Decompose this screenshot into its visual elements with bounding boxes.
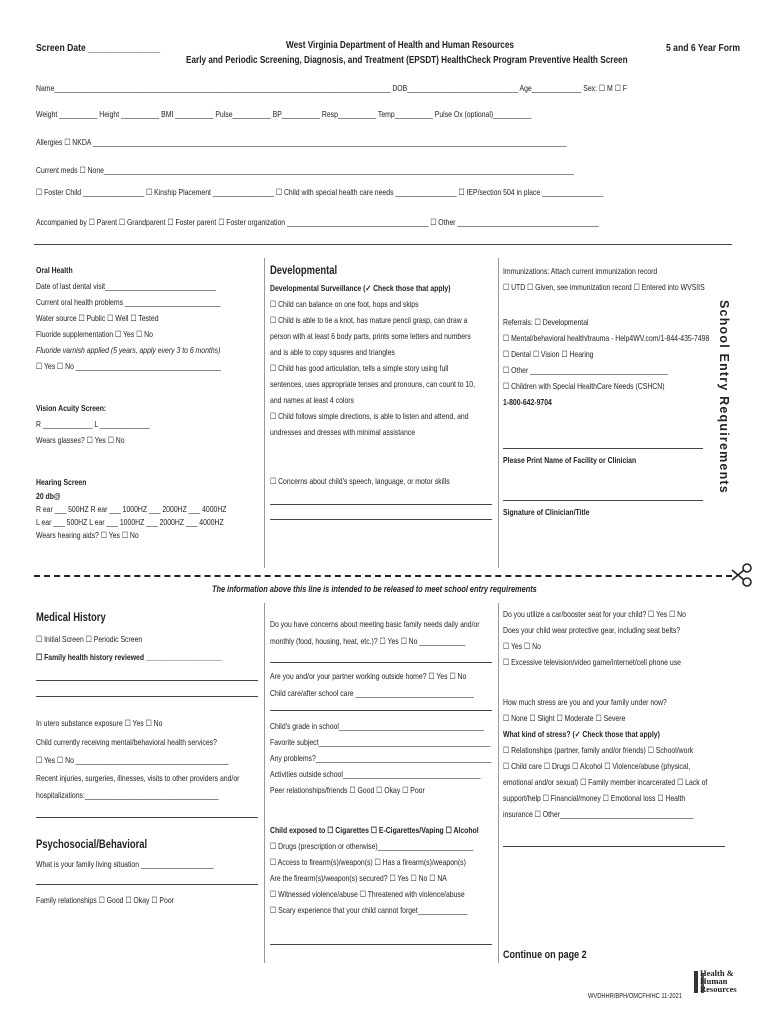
section-divider <box>34 244 732 245</box>
oral-problems[interactable]: Current oral health problems _________________________ <box>36 297 221 307</box>
stress-emotional[interactable]: emotional and/or sexual) ☐ Family member incarcerated ☐ Lack of <box>503 777 708 787</box>
dev-concerns-line-2[interactable] <box>270 519 492 520</box>
signature-label: Signature of Clinician/Title <box>503 507 590 517</box>
dev-item-articulation-3: and names at least 4 colors <box>270 395 354 405</box>
scary-experience[interactable]: ☐ Scary experience that your child cannot forget_____________ <box>270 905 468 915</box>
basic-needs-line[interactable] <box>270 662 492 663</box>
column-divider-3 <box>264 603 265 963</box>
excessive-screen-use[interactable]: ☐ Excessive television/video game/internet/cell phone use <box>503 657 681 667</box>
screen-type[interactable]: ☐ Initial Screen ☐ Periodic Screen <box>36 634 143 644</box>
living-situation-line[interactable] <box>36 884 258 885</box>
release-note: The information above this line is intended to be released to meet school entry requirements <box>212 584 537 594</box>
dev-item-articulation[interactable]: ☐ Child has good articulation, tells a simple story using full <box>270 363 449 373</box>
dev-item-knot[interactable]: ☐ Child is able to tie a knot, has mature pencil grasp, can draw a <box>270 315 468 325</box>
dev-item-balance[interactable]: ☐ Child can balance on one foot, hops and skips <box>270 299 419 309</box>
in-utero-exposure[interactable]: In utero substance exposure ☐ Yes ☐ No <box>36 718 163 728</box>
immunizations-status[interactable]: ☐ UTD ☐ Given, see immunization record ☐ Entered into WVSIIS <box>503 282 705 292</box>
stress-section <box>503 694 729 822</box>
dev-item-knot-2: person with at least 6 body parts, prints some letters and numbers <box>270 331 471 341</box>
child-care-line[interactable] <box>270 710 492 711</box>
dev-item-articulation-2: sentences, uses appropriate tenses and pronouns, can count to 10, <box>270 379 476 389</box>
continue-page-2: Continue on page 2 <box>503 949 587 961</box>
fluoride-varnish-yn[interactable]: ☐ Yes ☐ No ______________________________________ <box>36 361 221 371</box>
recent-injuries: Recent injuries, surgeries, illnesses, visits to other providers and/or <box>36 773 240 783</box>
basic-needs-yn[interactable]: monthly (food, housing, heat, etc.)? ☐ Yes ☐ No ____________ <box>270 636 466 646</box>
allergies-row[interactable]: Allergies ☐ NKDA ____________________________________________________________________________________________________________________________ <box>36 137 567 147</box>
fluoride-supplementation[interactable]: Fluoride supplementation ☐ Yes ☐ No <box>36 329 153 339</box>
family-history-reviewed[interactable]: ☐ Family health history reviewed ____________________ <box>36 652 223 662</box>
peer-relationships[interactable]: Peer relationships/friends ☐ Good ☐ Okay ☐ Poor <box>270 785 425 795</box>
immunizations-section <box>503 263 713 295</box>
scissors-icon <box>729 562 753 588</box>
referrals-mental-health[interactable]: ☐ Mental/behavioral health/trauma - Help4WV.com/1-844-435-7498 <box>503 333 710 343</box>
cut-line <box>34 575 732 577</box>
form-code: WVDHHR/BPH/OMCFH/HC 11-2021 <box>588 993 682 1000</box>
child-exposed-to[interactable]: Child exposed to ☐ Cigarettes ☐ E-Cigarettes/Vaping ☐ Alcohol <box>270 825 479 835</box>
exposure-drugs[interactable]: ☐ Drugs (prescription or otherwise)_________________________ <box>270 841 474 851</box>
favorite-subject[interactable]: Favorite subject_____________________________________________ <box>270 737 491 747</box>
water-source[interactable]: Water source ☐ Public ☐ Well ☐ Tested <box>36 313 159 323</box>
dev-item-directions-2: undresses and dresses with minimal assistance <box>270 427 416 437</box>
car-seat[interactable]: Do you utilize a car/booster seat for your child? ☐ Yes ☐ No <box>503 609 686 619</box>
hospitalizations[interactable]: hospitalizations:___________________________________ <box>36 790 219 800</box>
vision-r-l[interactable]: R _____________ L _____________ <box>36 419 150 429</box>
grade-in-school[interactable]: Child's grade in school______________________________________ <box>270 721 485 731</box>
vision-title: Vision Acuity Screen: <box>36 403 107 413</box>
oral-health-title: Oral Health <box>36 265 73 275</box>
program-title: Early and Periodic Screening, Diagnosis, and Treatment (EPSDT) HealthCheck Program Preventive Health Screen <box>186 55 628 66</box>
referrals-cshcn[interactable]: ☐ Children with Special HealthCare Needs (CSHCN) <box>503 381 665 391</box>
vitals-row[interactable]: Weight __________ Height __________ BMI __________ Pulse__________ BP__________ Resp__________ Temp__________ Pulse Ox (optional)__________ <box>36 109 532 119</box>
dev-item-knot-3: and is able to copy squares and triangles <box>270 347 395 357</box>
print-name-label: Please Print Name of Facility or Clinician <box>503 455 637 465</box>
any-problems[interactable]: Any problems?______________________________________________ <box>270 753 492 763</box>
screen-date[interactable]: Screen Date _______________ <box>36 42 160 54</box>
dev-item-directions[interactable]: ☐ Child follows simple directions, is able to listen and attend, and <box>270 411 469 421</box>
name-dob-row[interactable]: Name________________________________________________________________________________________ DOB_____________________________ Age_____________ Sex: ☐ M ☐ F <box>36 83 627 93</box>
signature-line[interactable] <box>503 500 703 501</box>
referrals-developmental[interactable]: Referrals: ☐ Developmental <box>503 317 589 327</box>
living-situation[interactable]: What is your family living situation ___________________ <box>36 859 214 869</box>
wears-hearing-aids[interactable]: Wears hearing aids? ☐ Yes ☐ No <box>36 530 139 540</box>
developmental-section <box>270 262 496 440</box>
stress-question: How much stress are you and your family under now? <box>503 697 667 707</box>
fluoride-varnish: Fluoride varnish applied (5 years, apply every 3 to 6 months) <box>36 345 221 355</box>
referrals-dental-vision[interactable]: ☐ Dental ☐ Vision ☐ Hearing <box>503 349 594 359</box>
stress-level[interactable]: ☐ None ☐ Slight ☐ Moderate ☐ Severe <box>503 713 626 723</box>
dhhr-logo <box>692 967 736 999</box>
basic-needs-question: Do you have concerns about meeting basic family needs daily and/or <box>270 619 480 629</box>
facility-name-line[interactable] <box>503 448 703 449</box>
wears-glasses[interactable]: Wears glasses? ☐ Yes ☐ No <box>36 435 125 445</box>
mental-health-yn[interactable]: ☐ Yes ☐ No ________________________________________ <box>36 755 229 765</box>
family-relationships[interactable]: Family relationships ☐ Good ☐ Okay ☐ Poor <box>36 895 174 905</box>
protective-gear-yn[interactable]: ☐ Yes ☐ No <box>503 641 541 651</box>
safety-section <box>503 606 729 670</box>
medical-history-title: Medical History <box>36 612 106 624</box>
stress-insurance-other[interactable]: insurance ☐ Other___________________________________ <box>503 809 694 819</box>
school-entry-label: School Entry Requirements <box>717 300 731 494</box>
column-divider-2 <box>498 258 499 568</box>
accompanied-row[interactable]: Accompanied by ☐ Parent ☐ Grandparent ☐ Foster parent ☐ Foster organization _____________________________________ ☐ Other _____________________________________ <box>36 217 599 227</box>
developmental-title: Developmental <box>270 265 338 277</box>
stress-other-line[interactable] <box>503 846 725 847</box>
developmental-surveillance: Developmental Surveillance (✓ Check those that apply) <box>270 283 451 293</box>
scary-experience-line[interactable] <box>270 944 492 945</box>
hearing-left-ear[interactable]: L ear ___ 500HZ L ear ___ 1000HZ ___ 2000HZ ___ 4000HZ <box>36 517 224 527</box>
exposure-section <box>270 822 496 918</box>
firearms-secured[interactable]: Are the firearm(s)/weapon(s) secured? ☐ Yes ☐ No ☐ NA <box>270 873 447 883</box>
school-section <box>270 718 496 798</box>
column-divider-1 <box>264 258 265 568</box>
dev-concerns[interactable]: ☐ Concerns about child's speech, language, or motor skills <box>270 476 450 486</box>
foster-row[interactable]: ☐ Foster Child ________________ ☐ Kinship Placement ________________ ☐ Child with special health care needs ________________ ☐ IEP/section 504 in place ________________ <box>36 187 604 197</box>
family-history-line-2[interactable] <box>36 696 258 697</box>
stress-relationships[interactable]: ☐ Relationships (partner, family and/or friends) ☐ School/work <box>503 745 694 755</box>
form-type: 5 and 6 Year Form <box>666 42 741 54</box>
stress-child-care[interactable]: ☐ Child care ☐ Drugs ☐ Alcohol ☐ Violence/abuse (physical, <box>503 761 691 771</box>
vision-section <box>36 400 260 448</box>
dev-concerns-line-1[interactable] <box>270 504 492 505</box>
current-meds-row[interactable]: Current meds ☐ None___________________________________________________________________________________________________________________________ <box>36 165 574 175</box>
family-history-line-1[interactable] <box>36 680 258 681</box>
hearing-title: Hearing Screen <box>36 477 87 487</box>
hospitalizations-line[interactable] <box>36 817 258 818</box>
child-care[interactable]: Child care/after school care _______________________________ <box>270 688 474 698</box>
column-divider-4 <box>498 603 499 963</box>
psychosocial-title: Psychosocial/Behavioral <box>36 839 148 851</box>
cshcn-phone: 1-800-642-9704 <box>503 397 552 407</box>
working-outside-home[interactable]: Are you and/or your partner working outside home? ☐ Yes ☐ No <box>270 671 467 681</box>
access-firearms[interactable]: ☐ Access to firearm(s)/weapon(s) ☐ Has a firearm(s)/weapon(s) <box>270 857 466 867</box>
stress-kind: What kind of stress? (✓ Check those that apply) <box>503 729 660 739</box>
referrals-other[interactable]: ☐ Other ____________________________________ <box>503 365 668 375</box>
witnessed-violence[interactable]: ☐ Witnessed violence/abuse ☐ Threatened with violence/abuse <box>270 889 465 899</box>
immunizations-title: Immunizations: Attach current immunization record <box>503 266 658 276</box>
last-dental-visit[interactable]: Date of last dental visit_____________________________ <box>36 281 216 291</box>
logo-text: Health & Human Resources <box>700 968 737 994</box>
oral-health-section <box>36 262 260 374</box>
protective-gear: Does your child wear protective gear, including seat belts? <box>503 625 681 635</box>
hearing-db: 20 db@ <box>36 491 61 501</box>
stress-support[interactable]: support/help ☐ Financial/money ☐ Emotional loss ☐ Health <box>503 793 686 803</box>
activities-outside-school[interactable]: Activities outside school____________________________________ <box>270 769 481 779</box>
mental-health-services: Child currently receiving mental/behavioral health services? <box>36 737 217 747</box>
referrals-section <box>503 314 713 410</box>
hearing-section <box>36 474 262 542</box>
agency-title: West Virginia Department of Health and Human Resources <box>286 40 514 51</box>
hearing-right-ear[interactable]: R ear ___ 500HZ R ear ___ 1000HZ ___ 2000HZ ___ 4000HZ <box>36 504 227 514</box>
